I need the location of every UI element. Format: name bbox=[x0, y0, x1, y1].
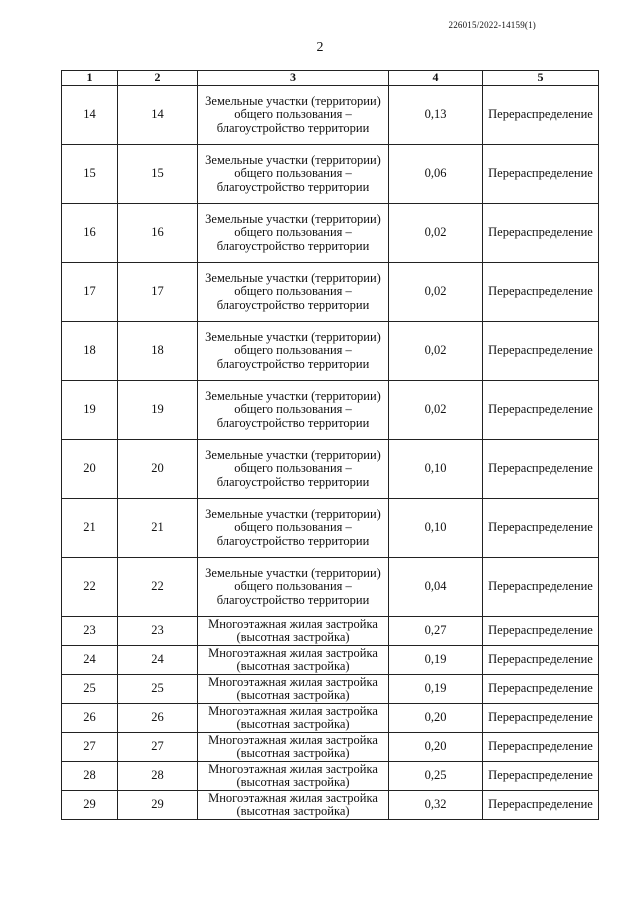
cell-permitted-use: Многоэтажная жилая застройка (высотная застройка) bbox=[198, 617, 389, 646]
cell-action: Перераспределение bbox=[483, 762, 599, 791]
cell-area: 0,25 bbox=[389, 762, 483, 791]
cell-row-number: 28 bbox=[62, 762, 118, 791]
cell-permitted-use: Земельные участки (территории) общего пользования – благоустройство территории bbox=[198, 263, 389, 322]
cell-plot-id: 19 bbox=[118, 381, 198, 440]
cell-action: Перераспределение bbox=[483, 558, 599, 617]
table-row bbox=[62, 499, 599, 558]
table-row bbox=[62, 733, 599, 762]
cell-plot-id: 27 bbox=[118, 733, 198, 762]
column-header-3: 3 bbox=[198, 71, 389, 86]
cell-row-number: 15 bbox=[62, 145, 118, 204]
cell-row-number: 20 bbox=[62, 440, 118, 499]
cell-action: Перераспределение bbox=[483, 381, 599, 440]
column-header-4: 4 bbox=[389, 71, 483, 86]
table-row bbox=[62, 86, 599, 145]
cell-plot-id: 22 bbox=[118, 558, 198, 617]
cell-row-number: 19 bbox=[62, 381, 118, 440]
table-row bbox=[62, 617, 599, 646]
cell-permitted-use: Многоэтажная жилая застройка (высотная застройка) bbox=[198, 733, 389, 762]
cell-permitted-use: Земельные участки (территории) общего пользования – благоустройство территории bbox=[198, 145, 389, 204]
cell-area: 0,32 bbox=[389, 791, 483, 820]
cell-area: 0,19 bbox=[389, 675, 483, 704]
cell-area: 0,13 bbox=[389, 86, 483, 145]
cell-plot-id: 29 bbox=[118, 791, 198, 820]
table-row bbox=[62, 145, 599, 204]
cell-permitted-use: Земельные участки (территории) общего пользования – благоустройство территории bbox=[198, 322, 389, 381]
cell-permitted-use: Многоэтажная жилая застройка (высотная застройка) bbox=[198, 704, 389, 733]
cell-area: 0,19 bbox=[389, 646, 483, 675]
cell-row-number: 14 bbox=[62, 86, 118, 145]
cell-permitted-use: Земельные участки (территории) общего пользования – благоустройство территории bbox=[198, 381, 389, 440]
cell-plot-id: 21 bbox=[118, 499, 198, 558]
table-header-row bbox=[62, 71, 599, 86]
cell-action: Перераспределение bbox=[483, 617, 599, 646]
cell-plot-id: 14 bbox=[118, 86, 198, 145]
cell-row-number: 17 bbox=[62, 263, 118, 322]
table-row bbox=[62, 704, 599, 733]
cell-action: Перераспределение bbox=[483, 791, 599, 820]
table-row bbox=[62, 381, 599, 440]
cell-plot-id: 20 bbox=[118, 440, 198, 499]
table-row bbox=[62, 263, 599, 322]
cell-plot-id: 26 bbox=[118, 704, 198, 733]
cell-row-number: 23 bbox=[62, 617, 118, 646]
cell-row-number: 25 bbox=[62, 675, 118, 704]
cell-area: 0,27 bbox=[389, 617, 483, 646]
table-body bbox=[62, 86, 599, 820]
cell-action: Перераспределение bbox=[483, 322, 599, 381]
cell-permitted-use: Земельные участки (территории) общего пользования – благоустройство территории bbox=[198, 558, 389, 617]
table-row bbox=[62, 558, 599, 617]
table-row bbox=[62, 762, 599, 791]
cell-action: Перераспределение bbox=[483, 86, 599, 145]
cell-plot-id: 15 bbox=[118, 145, 198, 204]
cell-row-number: 24 bbox=[62, 646, 118, 675]
cell-permitted-use: Многоэтажная жилая застройка (высотная застройка) bbox=[198, 675, 389, 704]
table-row bbox=[62, 440, 599, 499]
cell-plot-id: 18 bbox=[118, 322, 198, 381]
cell-action: Перераспределение bbox=[483, 733, 599, 762]
table-row bbox=[62, 322, 599, 381]
cell-permitted-use: Земельные участки (территории) общего пользования – благоустройство территории bbox=[198, 86, 389, 145]
cell-row-number: 22 bbox=[62, 558, 118, 617]
cell-area: 0,02 bbox=[389, 322, 483, 381]
cell-permitted-use: Земельные участки (территории) общего пользования – благоустройство территории bbox=[198, 204, 389, 263]
table-row bbox=[62, 675, 599, 704]
cell-row-number: 29 bbox=[62, 791, 118, 820]
land-plots-table bbox=[61, 70, 599, 820]
cell-action: Перераспределение bbox=[483, 204, 599, 263]
cell-plot-id: 24 bbox=[118, 646, 198, 675]
cell-plot-id: 25 bbox=[118, 675, 198, 704]
cell-area: 0,10 bbox=[389, 440, 483, 499]
cell-action: Перераспределение bbox=[483, 263, 599, 322]
cell-plot-id: 23 bbox=[118, 617, 198, 646]
column-header-2: 2 bbox=[118, 71, 198, 86]
cell-plot-id: 17 bbox=[118, 263, 198, 322]
cell-plot-id: 28 bbox=[118, 762, 198, 791]
table-row bbox=[62, 646, 599, 675]
cell-area: 0,06 bbox=[389, 145, 483, 204]
table-row bbox=[62, 791, 599, 820]
cell-action: Перераспределение bbox=[483, 440, 599, 499]
cell-plot-id: 16 bbox=[118, 204, 198, 263]
cell-row-number: 27 bbox=[62, 733, 118, 762]
cell-area: 0,02 bbox=[389, 263, 483, 322]
cell-area: 0,02 bbox=[389, 204, 483, 263]
cell-action: Перераспределение bbox=[483, 646, 599, 675]
cell-action: Перераспределение bbox=[483, 499, 599, 558]
cell-area: 0,20 bbox=[389, 704, 483, 733]
cell-area: 0,20 bbox=[389, 733, 483, 762]
cell-area: 0,02 bbox=[389, 381, 483, 440]
cell-area: 0,04 bbox=[389, 558, 483, 617]
cell-action: Перераспределение bbox=[483, 704, 599, 733]
cell-permitted-use: Земельные участки (территории) общего пользования – благоустройство территории bbox=[198, 499, 389, 558]
table-row bbox=[62, 204, 599, 263]
cell-row-number: 18 bbox=[62, 322, 118, 381]
cell-row-number: 16 bbox=[62, 204, 118, 263]
cell-action: Перераспределение bbox=[483, 675, 599, 704]
cell-permitted-use: Многоэтажная жилая застройка (высотная застройка) bbox=[198, 646, 389, 675]
cell-action: Перераспределение bbox=[483, 145, 599, 204]
cell-row-number: 21 bbox=[62, 499, 118, 558]
page-number: 2 bbox=[316, 40, 324, 55]
column-header-5: 5 bbox=[483, 71, 599, 86]
cell-permitted-use: Многоэтажная жилая застройка (высотная застройка) bbox=[198, 791, 389, 820]
document-id: 226015/2022-14159(1) bbox=[448, 20, 536, 30]
column-header-1: 1 bbox=[62, 71, 118, 86]
cell-permitted-use: Многоэтажная жилая застройка (высотная застройка) bbox=[198, 762, 389, 791]
cell-area: 0,10 bbox=[389, 499, 483, 558]
cell-permitted-use: Земельные участки (территории) общего пользования – благоустройство территории bbox=[198, 440, 389, 499]
cell-row-number: 26 bbox=[62, 704, 118, 733]
